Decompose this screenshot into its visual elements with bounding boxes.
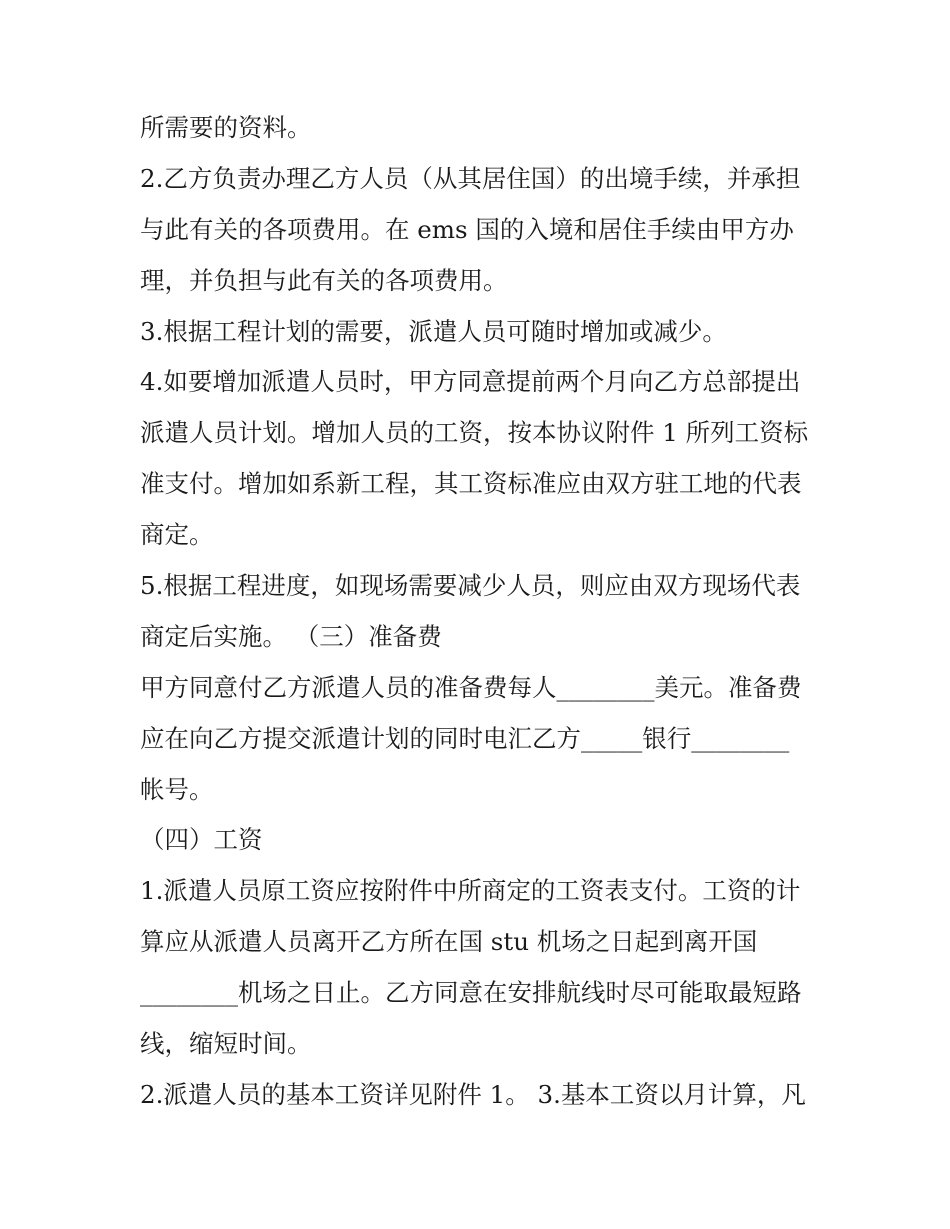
text-line: 派遣人员计划。增加人员的工资，按本协议附件 1 所列工资标 [140,418,809,448]
text-line: 算应从派遣人员离开乙方所在国 stu 机场之日起到离开国 [140,927,758,957]
text-line: 甲方同意付乙方派遣人员的准备费每人________美元。准备费 [140,672,802,702]
text-line: 与此有关的各项费用。在 ems 国的入境和居住手续由甲方办 [140,214,794,244]
text-line: 所需要的资料。 [140,113,312,142]
text-line: 5.根据工程进度，如现场需要减少人员，则应由双方现场代表 [140,571,801,601]
text-line: 2.派遣人员的基本工资详见附件 1。 3.基本工资以月计算，凡 [140,1079,806,1109]
text-line: 2.乙方负责办理乙方人员（从其居住国）的出境手续，并承担 [140,163,801,193]
text-line: 商定。 [140,520,214,550]
text-line: 应在向乙方提交派遣计划的同时电汇乙方_____银行________ [140,723,790,753]
text-line: 帐号。 [140,774,214,804]
text-line: 线，缩短时间。 [140,1029,312,1059]
text-line: 1.派遣人员原工资应按附件中所商定的工资表支付。工资的计 [140,876,801,906]
text-line: 理，并负担与此有关的各项费用。 [140,265,508,295]
text-line: 3.根据工程计划的需要，派遣人员可随时增加或减少。 [140,316,727,346]
document-body [140,103,830,1121]
section-heading: （四）工资 [140,825,263,855]
text-line: ________机场之日止。乙方同意在安排航线时尽可能取最短路 [140,978,802,1008]
text-line: 准支付。增加如系新工程，其工资标准应由双方驻工地的代表 [140,469,802,499]
text-line: 商定后实施。 （三）准备费 [140,621,442,651]
text-line: 4.如要增加派遣人员时，甲方同意提前两个月向乙方总部提出 [140,367,801,397]
